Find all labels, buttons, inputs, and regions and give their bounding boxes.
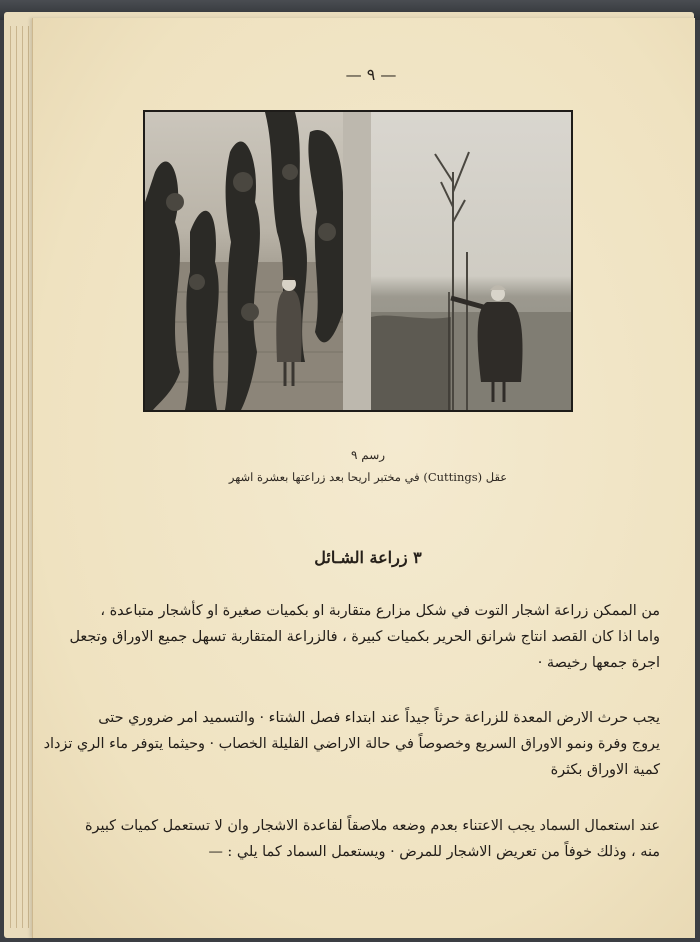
- section-heading: ٣ زراعة الشـائل: [314, 548, 422, 567]
- book-page: [32, 18, 695, 938]
- paragraph-line: اجرة جمعها رخيصة ·: [537, 655, 660, 671]
- figure-caption: عقل (Cuttings) في مختبر اريحا بعد زراعتها بعشرة اشهر: [228, 470, 508, 484]
- photo-right-young-tree: [371, 112, 571, 410]
- page-edge: [28, 26, 29, 928]
- paragraph-line: يروج وفرة ونمو الاوراق السريع وخصوصاً في حالة الاراضي القليلة الخصاب · وحيثما يتوفر ماء الري تزداد: [43, 736, 660, 752]
- paragraph-1: [69, 598, 660, 676]
- page-edge: [10, 26, 11, 928]
- young-tree-illustration: [371, 112, 571, 410]
- paragraph-line: كمية الاوراق بكثرة: [550, 762, 660, 778]
- paragraph-line: من الممكن زراعة اشجار التوت في شكل مزارع متقاربة او بكميات صغيرة او كأشجار متباعدة ،: [100, 603, 660, 619]
- figure-photo: [143, 110, 573, 412]
- paragraph-line: عند استعمال السماد يجب الاعتناء بعدم وضعه ملاصقاً لقاعدة الاشجار وان لا تستعمل كميات كبيرة: [85, 818, 660, 834]
- page-edge: [22, 26, 23, 928]
- photo-separator: [343, 112, 371, 410]
- paragraph-3: [85, 813, 660, 865]
- page-edge: [16, 26, 17, 928]
- paragraph-line: منه ، وذلك خوفاً من تعريض الاشجار للمرض · ويستعمل السماد كما يلي : —: [208, 844, 660, 860]
- photo-left-cuttings-wall: [145, 112, 343, 410]
- page-number: — ٩ —: [345, 65, 397, 84]
- paragraph-2: [43, 705, 660, 783]
- paragraph-line: يجب حرث الارض المعدة للزراعة حرثاً جيداً عند ابتداء فصل الشتاء · والتسميد امر ضروري حتى: [98, 710, 660, 726]
- cuttings-wall-illustration: [145, 112, 343, 410]
- paragraph-line: واما اذا كان القصد انتاج شرانق الحرير بكميات كبيرة ، فالزراعة المتقاربة تسهل جميع الاوراق وتجعل: [69, 629, 660, 645]
- figure-label: رسم ٩: [350, 448, 386, 462]
